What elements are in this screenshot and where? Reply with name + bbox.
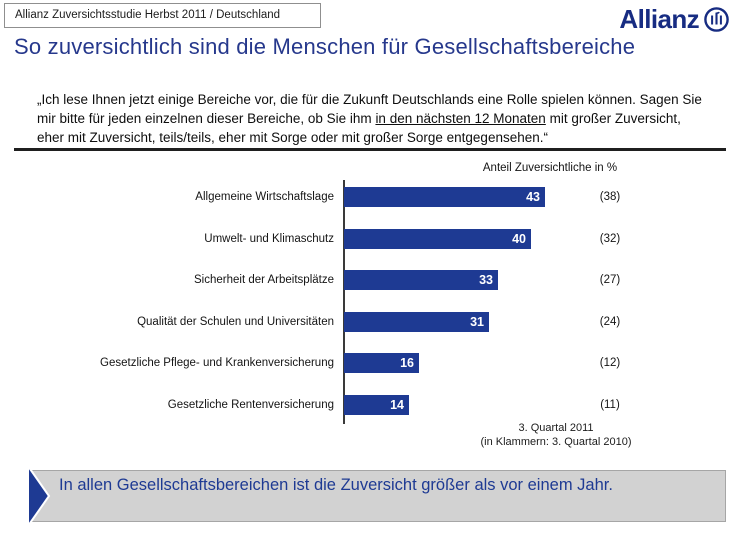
question-underlined: in den nächsten 12 Monaten [375, 111, 546, 127]
bar [344, 270, 498, 290]
allianz-logo-text: Allianz [619, 4, 699, 34]
key-message-box [30, 470, 726, 522]
study-label-box [4, 3, 321, 28]
divider-line [14, 148, 726, 151]
category-label: Allgemeine Wirtschaftslage [195, 191, 334, 203]
category-label: Qualität der Schulen und Universitäten [137, 315, 334, 328]
question-suffix: mit großer Zuversicht, eher mit Zuversicht, teils/teils, eher mit Sorge oder mit großer Sorge entgegensehen.“ [37, 111, 681, 146]
footnote-line1: 3. Quartal 2011 [518, 422, 594, 434]
chart-row [0, 353, 740, 373]
allianz-logo [619, 6, 729, 32]
bar-chart [0, 180, 740, 430]
previous-value-label: (38) [599, 191, 621, 203]
category-label: Gesetzliche Pflege- und Krankenversicherung [100, 357, 334, 369]
bar-value-label: 16 [400, 356, 414, 370]
bar-value-label: 43 [526, 190, 540, 204]
bar [344, 229, 531, 249]
question-prefix: „Ich lese Ihnen jetzt einige Bereiche vor, die für die Zukunft Deutschlands eine Rolle spielen können. Sagen Sie mir bitte für jeden einzelnen dieser Bereiche, ob Sie ihm [37, 92, 702, 127]
chart-footnote [420, 421, 692, 450]
footnote-line2: (in Klammern: 3. Quartal 2010) [480, 436, 632, 449]
bar-value-label: 31 [470, 314, 484, 329]
category-label: Gesetzliche Rentenversicherung [167, 398, 334, 411]
previous-value-label: (12) [599, 357, 621, 369]
allianz-eagle-icon [704, 7, 729, 32]
category-label: Umwelt- und Klimaschutz [204, 232, 334, 245]
previous-value-label: (11) [600, 398, 620, 411]
bar-value-label: 40 [512, 231, 526, 246]
category-label: Sicherheit der Arbeitsplätze [194, 274, 334, 286]
previous-value-label: (27) [599, 274, 621, 286]
chart-row [0, 229, 740, 249]
bar-value-label: 14 [390, 397, 404, 412]
bar-value-label: 33 [479, 273, 493, 287]
chart-row [0, 270, 740, 290]
page-title: So zuversichtlich sind die Menschen für Gesellschaftsbereiche [14, 34, 636, 59]
bar [344, 187, 545, 207]
bar [344, 353, 419, 373]
chart-row [0, 312, 740, 332]
chart-row [0, 395, 740, 415]
study-label: Allianz Zuversichtsstudie Herbst 2011 / Deutschland [15, 9, 281, 21]
previous-value-label: (32) [599, 232, 621, 245]
survey-question [37, 90, 705, 147]
chart-axis-label: Anteil Zuversichtliche in % [482, 162, 618, 174]
chart-axis-line [343, 180, 345, 424]
bar [344, 312, 489, 332]
bar [344, 395, 409, 415]
arrow-right-icon [26, 464, 52, 528]
chart-row [0, 187, 740, 207]
previous-value-label: (24) [599, 315, 621, 328]
key-message-text: In allen Gesellschaftsbereichen ist die Zuversicht größer als vor einem Jahr. [59, 476, 613, 494]
